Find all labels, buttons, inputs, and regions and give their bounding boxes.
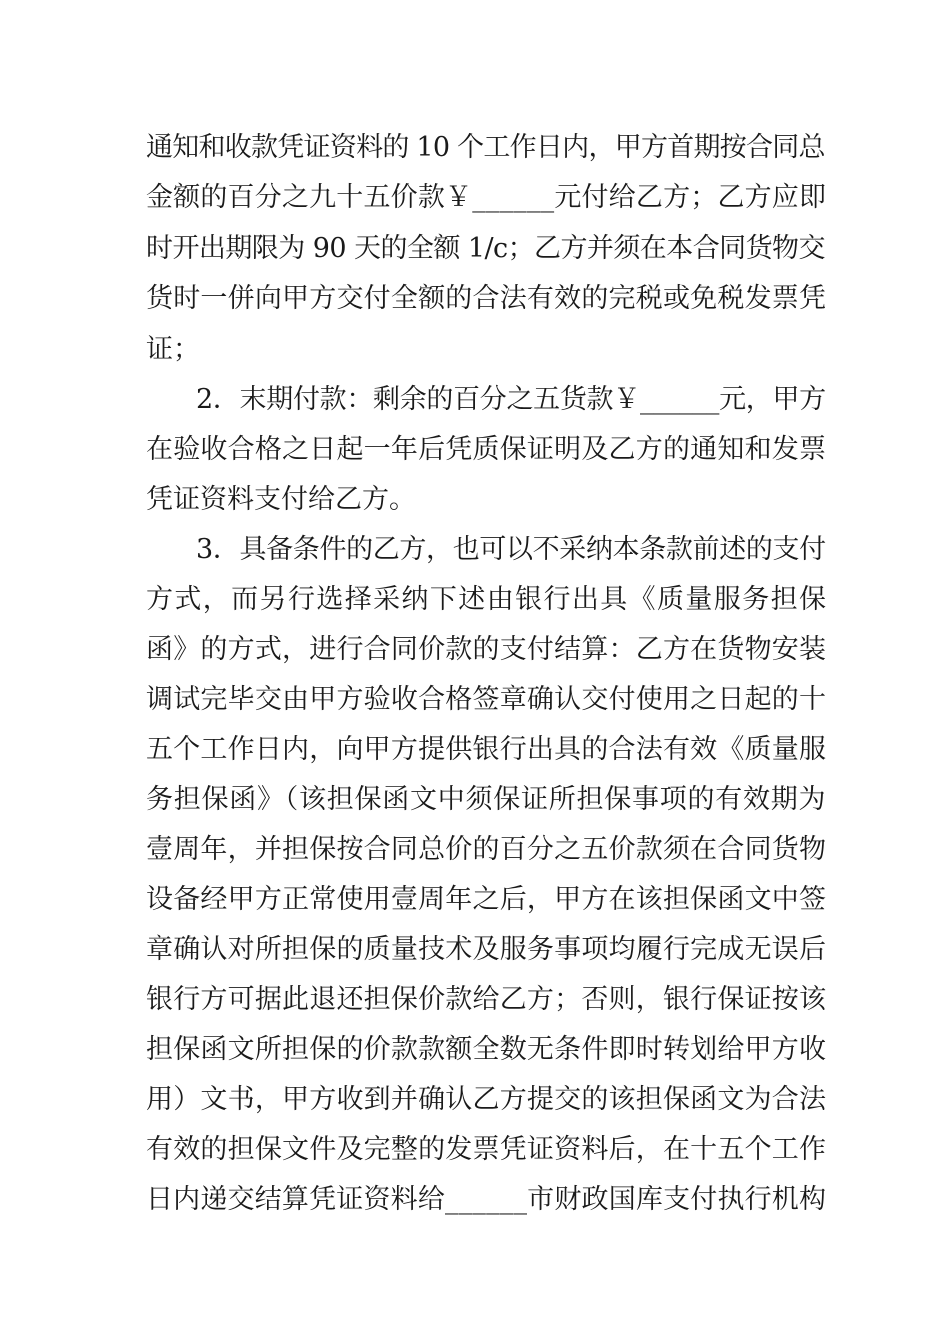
text-line: 货时一併向甲方交付全额的合法有效的完税或免税发票凭 bbox=[146, 283, 827, 314]
text-line: 设备经甲方正常使用壹周年之后，甲方在该担保函文中签 bbox=[146, 884, 827, 915]
text-line: 函》的方式，进行合同价款的支付结算：乙方在货物安装 bbox=[146, 634, 827, 665]
text-line: 方式，而另行选择采纳下述由银行出具《质量服务担保 bbox=[146, 584, 828, 615]
text-line: 2．末期付款：剩余的百分之五货款￥______元，甲方 bbox=[196, 384, 826, 415]
text-line: 五个工作日内，向甲方提供银行出具的合法有效《质量服 bbox=[146, 734, 827, 765]
text-line: 凭证资料支付给乙方。 bbox=[146, 484, 416, 515]
text-line: 3．具备条件的乙方，也可以不采纳本条款前述的支付 bbox=[196, 534, 826, 565]
text-line: 务担保函》（该担保函文中须保证所担保事项的有效期为 bbox=[146, 784, 827, 815]
text-line: 证； bbox=[146, 334, 200, 365]
text-line: 银行方可据此退还担保价款给乙方；否则，银行保证按该 bbox=[146, 984, 827, 1015]
text-line: 金额的百分之九十五价款￥______元付给乙方；乙方应即 bbox=[146, 182, 827, 213]
text-line: 壹周年，并担保按合同总价的百分之五价款须在合同货物 bbox=[146, 834, 827, 865]
text-line: 在验收合格之日起一年后凭质保证明及乙方的通知和发票 bbox=[146, 434, 827, 465]
text-line: 担保函文所担保的价款款额全数无条件即时转划给甲方收 bbox=[146, 1034, 827, 1065]
text-line: 章确认对所担保的质量技术及服务事项均履行完成无误后 bbox=[146, 934, 827, 965]
text-line: 用）文书，甲方收到并确认乙方提交的该担保函文为合法 bbox=[146, 1084, 827, 1115]
text-line: 调试完毕交由甲方验收合格签章确认交付使用之日起的十 bbox=[146, 684, 827, 715]
text-line: 有效的担保文件及完整的发票凭证资料后，在十五个工作 bbox=[146, 1134, 827, 1165]
text-line: 通知和收款凭证资料的 10 个工作日内，甲方首期按合同总 bbox=[146, 132, 825, 163]
text-line: 时开出期限为 90 天的全额 1/c；乙方并须在本合同货物交 bbox=[146, 233, 825, 264]
text-line: 日内递交结算凭证资料给______市财政国库支付执行机构 bbox=[146, 1184, 827, 1215]
